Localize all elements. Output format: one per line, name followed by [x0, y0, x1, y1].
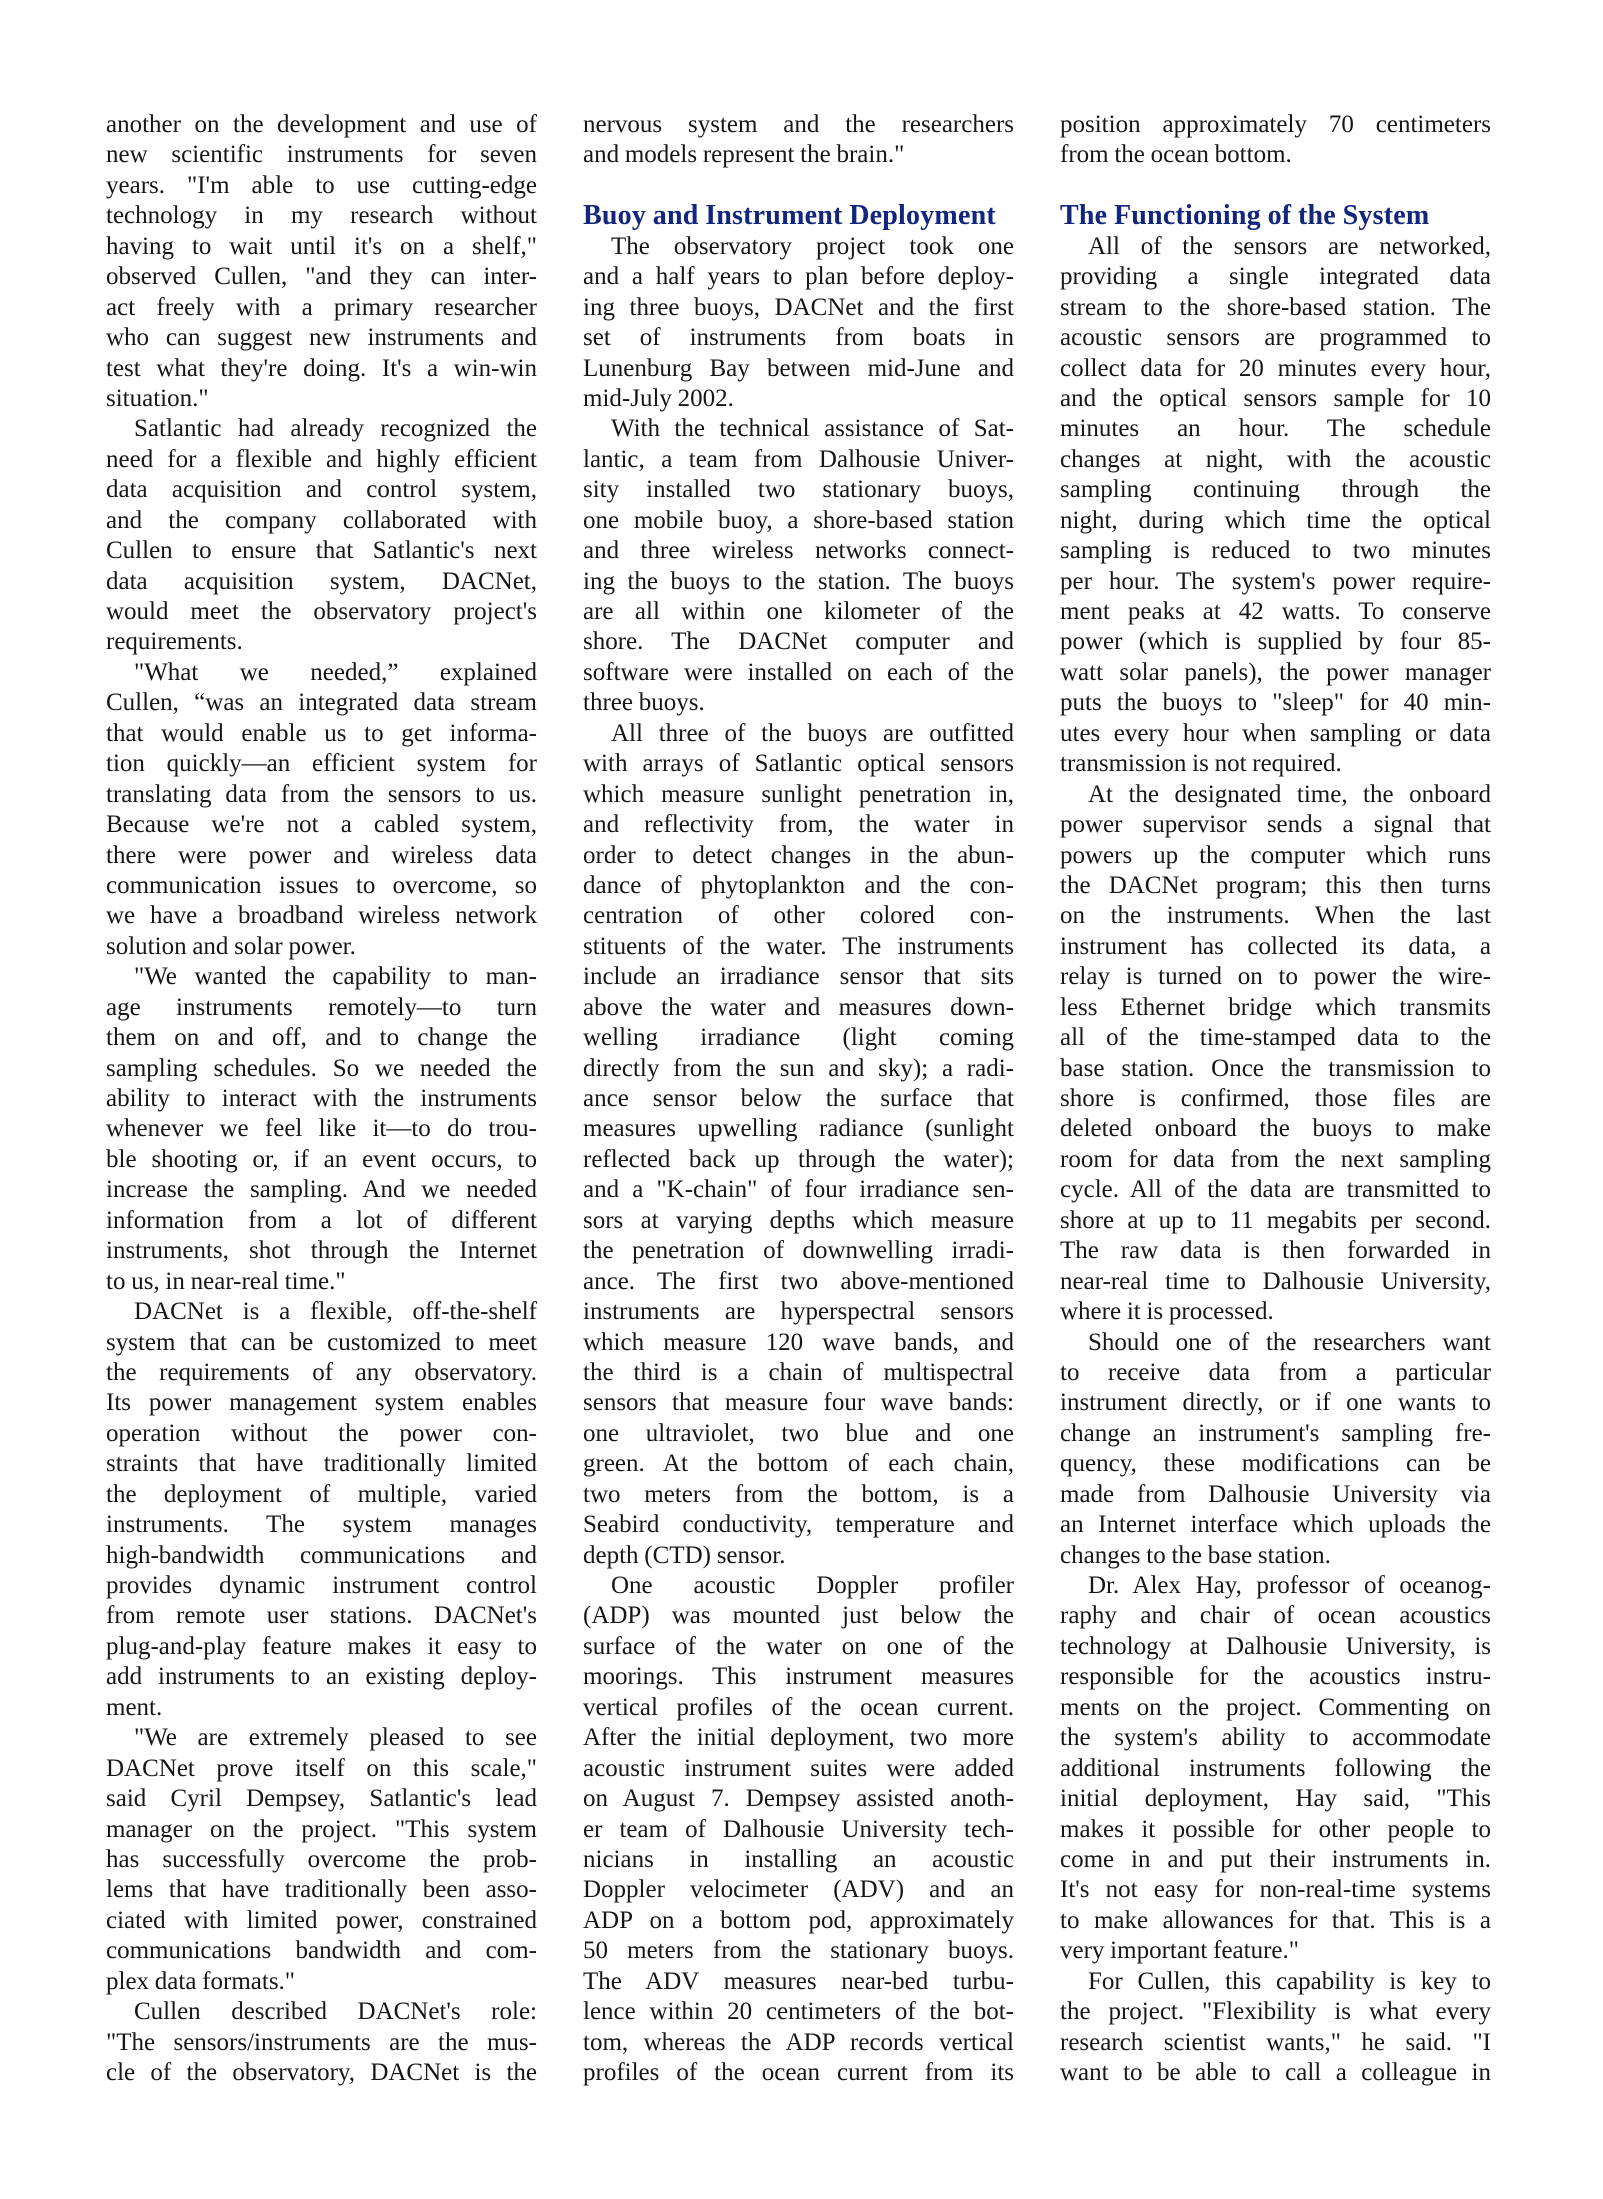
text-line: One acoustic Doppler profiler [611, 1572, 1014, 1599]
text-line: we have a broadband wireless network [106, 902, 537, 930]
text-line: centration of other colored con- [583, 902, 1014, 930]
text-line: tion quickly—an efficient system for [106, 750, 537, 778]
text-line: ble shooting or, if an event occurs, to [106, 1145, 537, 1173]
text-line: would meet the observatory project's [106, 598, 537, 625]
line-spacer [1060, 171, 1491, 201]
text-line: them on and off, and to change the [106, 1024, 537, 1052]
text-line: to receive data from a particular [1060, 1358, 1491, 1386]
text-line: ance. The first two above-mentioned [583, 1267, 1014, 1295]
text-line: years. "I'm able to use cutting-edge [106, 171, 537, 199]
text-line: sors at varying depths which measure [583, 1206, 1014, 1234]
text-line: the third is a chain of multispectral [583, 1358, 1014, 1386]
text-line: relay is turned on to power the wire- [1060, 963, 1491, 991]
text-line: profiles of the ocean current from its [583, 2059, 1014, 2086]
text-line: want to be able to call a colleague in [1060, 2059, 1491, 2086]
text-line: Doppler velocimeter (ADV) and an [583, 1876, 1014, 1904]
text-line: sampling continuing through the [1060, 476, 1491, 504]
text-line: The observatory project took one [611, 232, 1014, 260]
text-line: Dr. Alex Hay, professor of oceanog- [1088, 1572, 1491, 1599]
text-line: initial deployment, Hay said, "This [1060, 1785, 1491, 1813]
text-line: which measure sunlight penetration in, [583, 780, 1014, 808]
column-1 [106, 110, 537, 2088]
text-line: manager on the project. "This system [106, 1815, 537, 1843]
text-line: room for data from the next sampling [1060, 1145, 1491, 1173]
text-line: add instruments to an existing deploy- [106, 1663, 537, 1691]
text-line: Cullen to ensure that Satlantic's next [106, 537, 537, 565]
column-3 [1060, 110, 1491, 2088]
text-line: transmission is not required. [1060, 750, 1342, 778]
text-line: shore is confirmed, those files are [1060, 1085, 1491, 1112]
text-line: per hour. The system's power require- [1060, 567, 1491, 595]
text-line: above the water and measures down- [583, 993, 1014, 1021]
text-line: to make allowances for that. This is a [1060, 1906, 1491, 1934]
text-line: power supervisor sends a signal that [1060, 811, 1491, 839]
text-line: research scientist wants," he said. "I [1060, 2028, 1491, 2056]
text-line: responsible for the acoustics instru- [1060, 1663, 1491, 1691]
text-line: are all within one kilometer of the [583, 598, 1014, 625]
text-line: and a "K-chain" of four irradiance sen- [583, 1176, 1014, 1204]
text-line: data acquisition system, DACNet, [106, 567, 537, 595]
text-line: sity installed two stationary buoys, [583, 476, 1014, 504]
text-line: which measure 120 wave bands, and [583, 1328, 1014, 1356]
text-line: shore. The DACNet computer and [583, 628, 1014, 656]
section-heading: Buoy and Instrument Deployment [583, 200, 996, 232]
text-line: Cullen described DACNet's role: [134, 1998, 537, 2026]
text-line: high-bandwidth communications and [106, 1541, 537, 1569]
text-line: utes every hour when sampling or data [1060, 719, 1491, 747]
text-line: lence within 20 centimeters of the bot- [583, 1998, 1014, 2026]
text-line: three buoys. [583, 689, 705, 717]
text-line: instruments. The system manages [106, 1511, 537, 1539]
text-line: solution and solar power. [106, 932, 356, 960]
text-line: collect data for 20 minutes every hour, [1060, 354, 1491, 382]
text-line: nervous system and the researchers [583, 111, 1014, 138]
text-line: test what they're doing. It's a win-win [106, 354, 537, 382]
text-line: instruments are hyperspectral sensors [583, 1298, 1014, 1326]
text-line: and the company collaborated with [106, 506, 537, 534]
text-line: two meters from the bottom, is a [583, 1480, 1014, 1508]
text-line: sampling is reduced to two minutes [1060, 537, 1491, 565]
text-line: and the optical sensors sample for 10 [1060, 384, 1491, 412]
text-line: less Ethernet bridge which transmits [1060, 993, 1491, 1021]
text-line: acoustic sensors are programmed to [1060, 324, 1491, 352]
text-line: welling irradiance (light coming [583, 1024, 1014, 1052]
text-line: the requirements of any observatory. [106, 1358, 537, 1386]
text-line: directly from the sun and sky); a radi- [583, 1054, 1014, 1082]
text-line: instrument has collected its data, a [1060, 932, 1491, 960]
text-line: the penetration of downwelling irradi- [583, 1237, 1014, 1265]
text-line: "We wanted the capability to man- [134, 963, 537, 991]
text-line: moorings. This instrument measures [583, 1663, 1014, 1691]
text-line: where it is processed. [1060, 1298, 1274, 1326]
text-line: sampling schedules. So we needed the [106, 1054, 537, 1082]
text-line: lems that have traditionally been asso- [106, 1876, 537, 1904]
text-line: ment. [106, 1693, 163, 1721]
text-line: All of the sensors are networked, [1088, 232, 1491, 260]
text-line: measures upwelling radiance (sunlight [583, 1115, 1014, 1143]
text-line: ance sensor below the surface that [583, 1085, 1014, 1112]
text-line: "What we needed,” explained [134, 658, 537, 686]
text-line: deleted onboard the buoys to make [1060, 1115, 1491, 1143]
text-line: changes to the base station. [1060, 1541, 1331, 1569]
text-line: All three of the buoys are outfitted [611, 719, 1014, 747]
text-line: ADP on a bottom pod, approximately [583, 1906, 1014, 1934]
text-line: surface of the water on one of the [583, 1632, 1014, 1660]
text-line: system that can be customized to meet [106, 1328, 537, 1356]
text-line: include an irradiance sensor that sits [583, 963, 1014, 991]
text-line: ment peaks at 42 watts. To conserve [1060, 598, 1491, 625]
text-line: cycle. All of the data are transmitted to [1060, 1176, 1491, 1204]
text-line: Satlantic had already recognized the [134, 415, 537, 443]
text-line: information from a lot of different [106, 1206, 537, 1234]
text-line: with arrays of Satlantic optical sensors [583, 750, 1014, 778]
text-line: all of the time-stamped data to the [1060, 1024, 1491, 1052]
text-line: green. At the bottom of each chain, [583, 1450, 1014, 1478]
text-line: the DACNet program; this then turns [1060, 871, 1491, 899]
text-line: depth (CTD) sensor. [583, 1541, 786, 1569]
text-line: vertical profiles of the ocean current. [583, 1693, 1014, 1721]
text-line: minutes an hour. The schedule [1060, 415, 1491, 443]
text-line: additional instruments following the [1060, 1754, 1491, 1782]
text-line: dance of phytoplankton and the con- [583, 871, 1014, 899]
text-line: change an instrument's sampling fre- [1060, 1419, 1491, 1447]
text-line: instruments, shot through the Internet [106, 1237, 537, 1265]
section-heading: The Functioning of the System [1060, 200, 1430, 232]
text-line: on August 7. Dempsey assisted anoth- [583, 1785, 1014, 1813]
line-spacer [583, 171, 1014, 201]
text-line: the project. "Flexibility is what every [1060, 1998, 1491, 2026]
text-line: software were installed on each of the [583, 658, 1014, 686]
text-line: stream to the shore-based station. The [1060, 293, 1491, 321]
text-line: raphy and chair of ocean acoustics [1060, 1602, 1491, 1630]
text-line: to us, in near-real time." [106, 1267, 346, 1295]
text-line: position approximately 70 centimeters [1060, 111, 1491, 138]
text-line: Its power management system enables [106, 1389, 537, 1417]
text-line: technology in my research without [106, 202, 537, 230]
text-line: Should one of the researchers want [1088, 1328, 1491, 1356]
text-line: and models represent the brain." [583, 141, 905, 169]
text-line: tom, whereas the ADP records vertical [583, 2028, 1014, 2056]
text-line: cle of the observatory, DACNet is the [106, 2059, 537, 2086]
text-line: communication issues to overcome, so [106, 871, 537, 899]
text-line: makes it possible for other people to [1060, 1815, 1491, 1843]
text-line: the system's ability to accommodate [1060, 1724, 1491, 1752]
text-line: made from Dalhousie University via [1060, 1480, 1491, 1508]
text-columns [106, 110, 1491, 2088]
text-line: observed Cullen, "and they can inter- [106, 263, 537, 291]
text-line: base station. Once the transmission to [1060, 1054, 1491, 1082]
text-line: ing the buoys to the station. The buoys [583, 567, 1014, 595]
text-line: ability to interact with the instruments [106, 1085, 537, 1112]
text-line: quency, these modifications can be [1060, 1450, 1491, 1478]
text-line: having to wait until it's on a shelf," [106, 232, 537, 260]
text-line: powers up the computer which runs [1060, 841, 1491, 869]
text-line: (ADP) was mounted just below the [583, 1602, 1014, 1630]
text-line: sensors that measure four wave bands: [583, 1389, 1014, 1417]
text-line: data acquisition and control system, [106, 476, 537, 504]
text-line: At the designated time, the onboard [1088, 780, 1491, 808]
text-line: nicians in installing an acoustic [583, 1845, 1014, 1873]
text-line: er team of Dalhousie University tech- [583, 1815, 1014, 1843]
text-line: Cullen, “was an integrated data stream [106, 689, 537, 717]
text-line: providing a single integrated data [1060, 263, 1491, 291]
text-line: one ultraviolet, two blue and one [583, 1419, 1014, 1447]
text-line: another on the development and use of [106, 111, 537, 138]
text-line: plex data formats." [106, 1967, 296, 1995]
text-line: order to detect changes in the abun- [583, 841, 1014, 869]
text-line: requirements. [106, 628, 243, 656]
text-line: shore at up to 11 megabits per second. [1060, 1206, 1491, 1234]
text-line: "We are extremely pleased to see [134, 1724, 537, 1752]
text-line: set of instruments from boats in [583, 324, 1014, 352]
text-line: lantic, a team from Dalhousie Univer- [583, 445, 1014, 473]
text-line: the deployment of multiple, varied [106, 1480, 537, 1508]
text-line: act freely with a primary researcher [106, 293, 537, 321]
text-line: said Cyril Dempsey, Satlantic's lead [106, 1785, 537, 1813]
text-line: communications bandwidth and com- [106, 1937, 537, 1965]
text-line: Lunenburg Bay between mid-June and [583, 354, 1014, 382]
text-line: technology at Dalhousie University, is [1060, 1632, 1491, 1660]
text-line: night, during which time the optical [1060, 506, 1491, 534]
text-line: stituents of the water. The instruments [583, 932, 1014, 960]
text-line: come in and put their instruments in. [1060, 1845, 1491, 1873]
text-line: changes at night, with the acoustic [1060, 445, 1491, 473]
column-2 [583, 110, 1014, 2088]
text-line: 50 meters from the stationary buoys. [583, 1937, 1014, 1965]
text-line: DACNet prove itself on this scale," [106, 1754, 537, 1782]
text-line: instrument directly, or if one wants to [1060, 1389, 1491, 1417]
text-line: ciated with limited power, constrained [106, 1906, 537, 1934]
text-line: The ADV measures near-bed turbu- [583, 1967, 1014, 1995]
text-line: mid-July 2002. [583, 384, 734, 412]
text-line: whenever we feel like it—to do trou- [106, 1115, 537, 1143]
text-line: an Internet interface which uploads the [1060, 1511, 1491, 1539]
text-line: ments on the project. Commenting on [1060, 1693, 1491, 1721]
text-line: The raw data is then forwarded in [1060, 1237, 1491, 1265]
text-line: there were power and wireless data [106, 841, 537, 869]
text-line: has successfully overcome the prob- [106, 1845, 537, 1873]
text-line: very important feature." [1060, 1937, 1299, 1965]
text-line: puts the buoys to "sleep" for 40 min- [1060, 689, 1491, 717]
text-line: reflected back up through the water); [583, 1145, 1014, 1173]
text-line: "The sensors/instruments are the mus- [106, 2028, 537, 2056]
text-line: Seabird conductivity, temperature and [583, 1511, 1014, 1539]
text-line: With the technical assistance of Sat- [611, 415, 1014, 443]
text-line: plug-and-play feature makes it easy to [106, 1632, 537, 1660]
text-line: need for a flexible and highly efficient [106, 445, 537, 473]
text-line: DACNet is a flexible, off-the-shelf [134, 1298, 537, 1326]
text-line: ing three buoys, DACNet and the first [583, 293, 1014, 321]
text-line: age instruments remotely—to turn [106, 993, 537, 1021]
text-line: translating data from the sensors to us. [106, 780, 537, 808]
text-line: It's not easy for non-real-time systems [1060, 1876, 1491, 1904]
text-line: and three wireless networks connect- [583, 537, 1014, 565]
text-line: increase the sampling. And we needed [106, 1176, 537, 1204]
text-line: watt solar panels), the power manager [1060, 658, 1491, 686]
text-line: and a half years to plan before deploy- [583, 263, 1014, 291]
text-line: near-real time to Dalhousie University, [1060, 1267, 1491, 1295]
text-line: from remote user stations. DACNet's [106, 1602, 537, 1630]
text-line: new scientific instruments for seven [106, 141, 537, 169]
text-line: provides dynamic instrument control [106, 1572, 537, 1599]
text-line: who can suggest new instruments and [106, 324, 537, 352]
text-line: After the initial deployment, two more [583, 1724, 1014, 1752]
text-line: Because we're not a cabled system, [106, 811, 537, 839]
text-line: one mobile buoy, a shore-based station [583, 506, 1014, 534]
text-line: situation." [106, 384, 209, 412]
text-line: on the instruments. When the last [1060, 902, 1491, 930]
text-line: straints that have traditionally limited [106, 1450, 537, 1478]
text-line: For Cullen, this capability is key to [1088, 1967, 1491, 1995]
text-line: from the ocean bottom. [1060, 141, 1292, 169]
text-line: and reflectivity from, the water in [583, 811, 1014, 839]
text-line: acoustic instrument suites were added [583, 1754, 1014, 1782]
text-line: operation without the power con- [106, 1419, 537, 1447]
text-line: that would enable us to get informa- [106, 719, 537, 747]
text-line: power (which is supplied by four 85- [1060, 628, 1491, 656]
